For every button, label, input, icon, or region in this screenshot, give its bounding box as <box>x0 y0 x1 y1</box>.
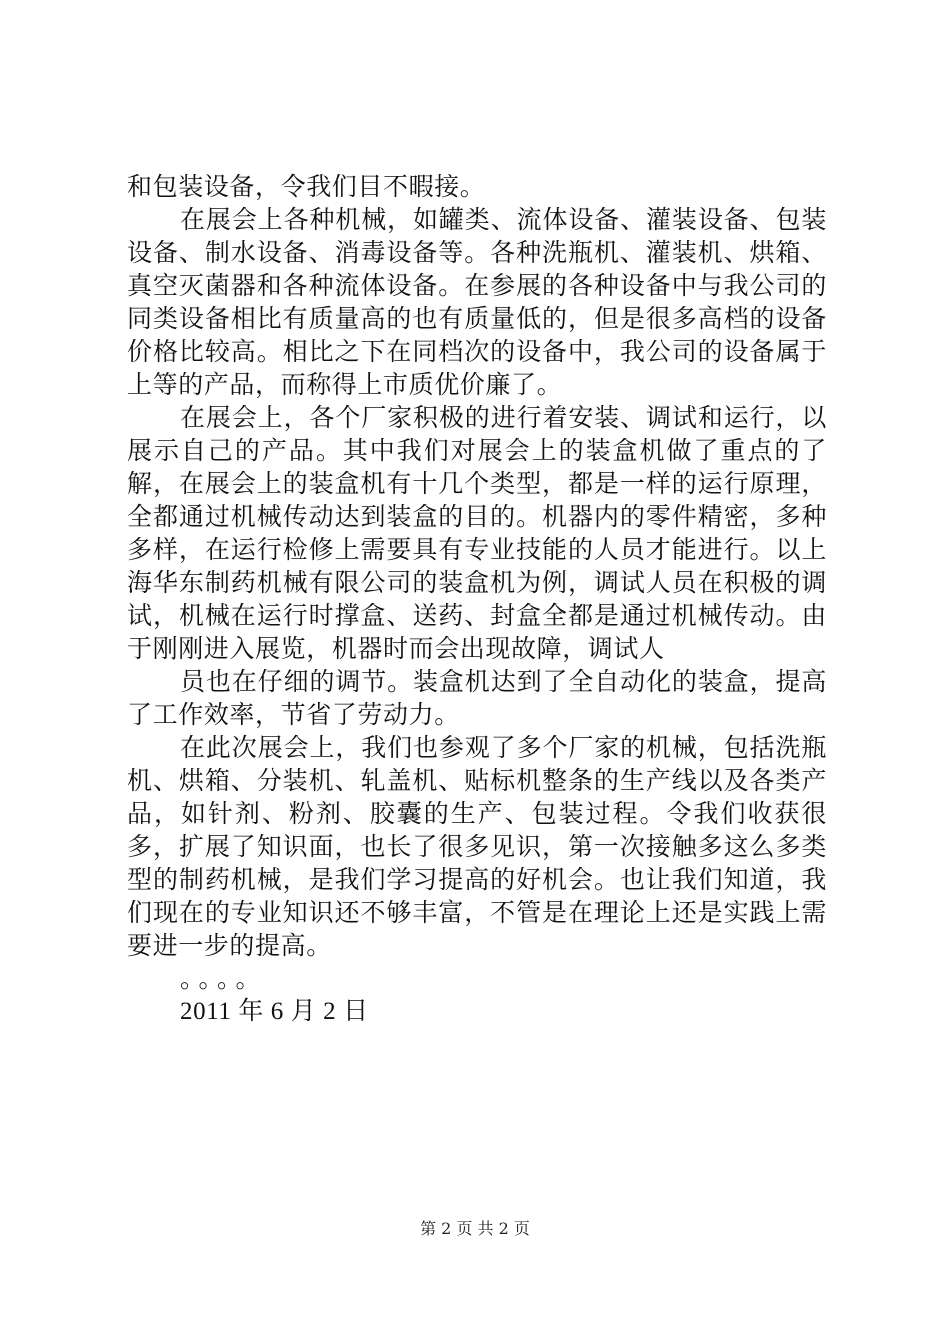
paragraph-4: 员也在仔细的调节。装盒机达到了全自动化的装盒，提高了工作效率，节省了劳动力。 <box>127 667 827 729</box>
ellipsis-dots: 。。。。 <box>180 964 267 993</box>
document-body <box>127 170 827 1028</box>
document-date: 2011 年 6 月 2 日 <box>180 998 369 1025</box>
paragraph-2: 在展会上各种机械，如罐类、流体设备、灌装设备、包装设备、制水设备、消毒设备等。各种洗瓶机、灌装机、烘箱、真空灭菌器和各种流体设备。在参展的各种设备中与我公司的同类设备相比有质量高的也有质量低的，但是很多高档的设备价格比较高。相比之下在同档次的设备中，我公司的设备属于上等的产品，而称得上市质优价廉了。 <box>127 205 827 399</box>
paragraph-5: 在此次展会上，我们也参观了多个厂家的机械，包括洗瓶机、烘箱、分装机、轧盖机、贴标机整条的生产线以及各类产品，如针剂、粉剂、胶囊的生产、包装过程。令我们收获很多，扩展了知识面，也长了很多见识，第一次接触多这么多类型的制药机械，是我们学习提高的好机会。也让我们知道，我们现在的专业知识还不够丰富，不管是在理论上还是实践上需要进一步的提高。 <box>127 733 827 960</box>
page-footer: 第 2 页 共 2 页 <box>420 1219 530 1238</box>
paragraph-3: 在展会上，各个厂家积极的进行着安装、调试和运行，以展示自己的产品。其中我们对展会上的装盒机做了重点的了解，在展会上的装盒机有十几个类型，都是一样的运行原理，全都通过机械传动达到装盒的目的。机器内的零件精密，多种多样，在运行检修上需要具有专业技能的人员才能进行。以上海华东制药机械有限公司的装盒机为例，调试人员在积极的调试，机械在运行时撑盒、送药、封盒全都是通过机械传动。由于刚刚进入展览，机器时而会出现故障，调试人 <box>127 403 827 663</box>
paragraph-1: 和包装设备，令我们目不暇接。 <box>127 172 486 201</box>
